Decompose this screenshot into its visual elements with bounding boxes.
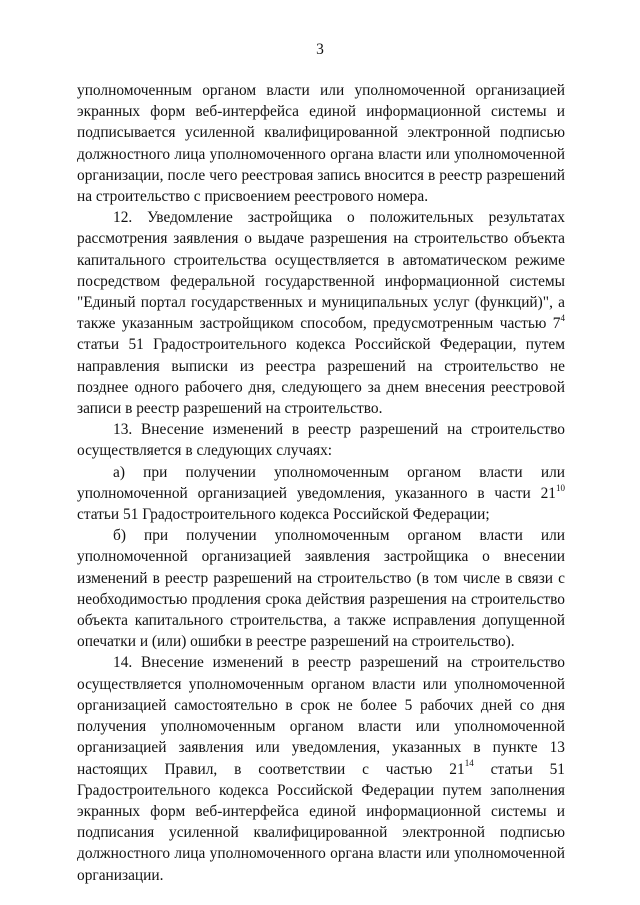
paragraph-p-continuation	[77, 80, 565, 207]
paragraph-p-13a	[77, 462, 565, 526]
paragraph-text: статьи 51 Градостроительного кодекса Российской Федерации, путем направления выписки из реестра разрешений на строительство не позднее одного рабочего дня, следующего за днем внесения реестровой записи в реестр разрешений на строительство.	[77, 336, 565, 418]
document-body	[77, 80, 565, 886]
paragraph-text: статьи 51 Градостроительного кодекса Российской Федерации;	[77, 506, 490, 524]
paragraph-p-13	[77, 419, 565, 461]
superscript-index: 10	[556, 482, 565, 493]
paragraph-text: статьи 51 Градостроительного кодекса Российской Федерации путем заполнения экранных форм веб-интерфейса единой информационной системы и подписания усиленной квалифицированной электронной подписью должностного лица уполномоченного органа власти или уполномоченной организации.	[77, 760, 565, 884]
paragraph-p-13b	[77, 525, 565, 652]
paragraph-text: 12. Уведомление застройщика о положительных результатах рассмотрения заявления о выдаче разрешения на строительство объекта капитального строительства осуществляется в автоматическом режиме посредством федеральной государственной информационной системы "Единый портал государственных и муниципальных услуг (функций)", а также указанным застройщиком способом, предусмотренным частью 7	[77, 209, 565, 333]
page-number: 3	[316, 41, 324, 58]
superscript-index: 4	[560, 313, 565, 324]
paragraph-text: а) при получении уполномоченным органом власти или уполномоченной организацией уведомления, указанного в части 21	[77, 463, 565, 502]
paragraph-p-12	[77, 207, 565, 419]
paragraph-text: 13. Внесение изменений в реестр разрешений на строительство осуществляется в следующих случаях:	[77, 421, 565, 460]
paragraph-p-14	[77, 652, 565, 885]
paragraph-text: 14. Внесение изменений в реестр разрешений на строительство осуществляется уполномоченным органом власти или уполномоченной организацией самостоятельно в срок не более 5 рабочих дней со дня получения уполномоченным органом власти или уполномоченной организацией заявления или уведомления, указанных в пункте 13 настоящих Правил, в соответствии с частью 21	[77, 654, 565, 778]
paragraph-text: уполномоченным органом власти или уполномоченной организацией экранных форм веб-интерфейса единой информационной системы и подписывается усиленной квалифицированной электронной подписью должностного лица уполномоченного органа власти или уполномоченной организации, после чего реестровая запись вносится в реестр разрешений на строительство с присвоением реестрового номера.	[77, 82, 565, 206]
superscript-index: 14	[464, 758, 474, 769]
paragraph-text: б) при получении уполномоченным органом власти или уполномоченной организацией заявления застройщика о внесении изменений в реестр разрешений на строительство (в том числе в связи с необходимостью продления срока действия разрешения на строительство объекта капитального строительства, а также исправления допущенной опечатки и (или) ошибки в реестре разрешений на строительство).	[77, 527, 565, 651]
